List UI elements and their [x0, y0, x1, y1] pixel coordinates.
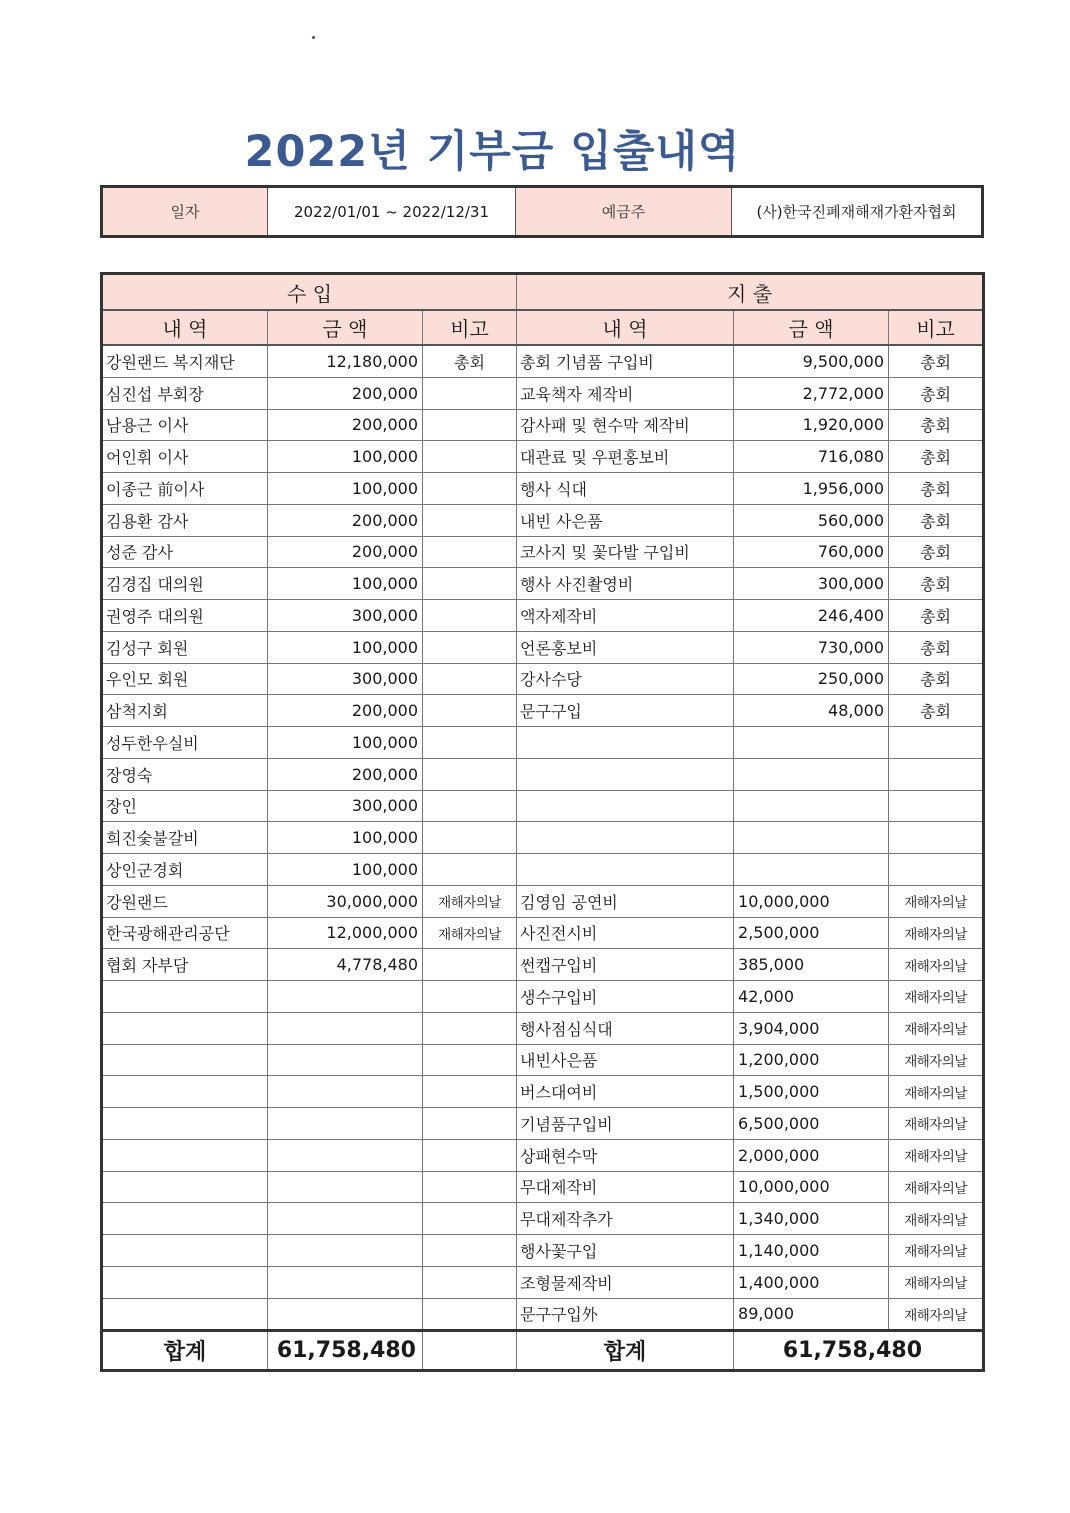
- income-amount: 30,000,000: [268, 885, 423, 917]
- expense-note: [889, 822, 984, 854]
- income-total: 61,758,480: [268, 1331, 423, 1371]
- income-amount: [268, 1044, 423, 1076]
- table-row: [102, 473, 984, 505]
- expense-item: [517, 854, 734, 886]
- income-total-label: 합계: [102, 1331, 268, 1371]
- income-item: [102, 1298, 268, 1331]
- income-amount: 4,778,480: [268, 949, 423, 981]
- expense-amount: 300,000: [734, 568, 889, 600]
- scan-dot: [312, 36, 315, 39]
- income-note: [423, 790, 517, 822]
- table-row: [102, 345, 984, 377]
- expense-note-header: 비고: [889, 310, 984, 345]
- expense-amount: 2,772,000: [734, 377, 889, 409]
- income-item: 삼척지회: [102, 695, 268, 727]
- income-item: 권영주 대의원: [102, 600, 268, 632]
- income-amount: [268, 1203, 423, 1235]
- expense-item: 내빈 사은품: [517, 504, 734, 536]
- date-value: 2022/01/01 ~ 2022/12/31: [268, 187, 516, 237]
- expense-amount: 1,400,000: [734, 1266, 889, 1298]
- table-row: [102, 568, 984, 600]
- income-amount: [268, 1298, 423, 1331]
- income-amount: [268, 1076, 423, 1108]
- income-note: [423, 1266, 517, 1298]
- income-amount: [268, 981, 423, 1013]
- table-row: [102, 441, 984, 473]
- expense-note: 재해자의날: [889, 1012, 984, 1044]
- income-amount: 100,000: [268, 822, 423, 854]
- income-note: [423, 536, 517, 568]
- table-row: [102, 1139, 984, 1171]
- income-amount: 200,000: [268, 758, 423, 790]
- expense-item: [517, 822, 734, 854]
- table-row: [102, 631, 984, 663]
- expense-amount: 1,200,000: [734, 1044, 889, 1076]
- expense-note: 총회: [889, 504, 984, 536]
- table-row: [102, 822, 984, 854]
- expense-amount: 760,000: [734, 536, 889, 568]
- expense-item: 무대제작비: [517, 1171, 734, 1203]
- table-row: [102, 790, 984, 822]
- income-note: [423, 1108, 517, 1140]
- table-row: [102, 1298, 984, 1331]
- expense-amount: 1,956,000: [734, 473, 889, 505]
- expense-note: 재해자의날: [889, 1139, 984, 1171]
- table-row: [102, 727, 984, 759]
- holder-value: (사)한국진폐재해재가환자협회: [732, 187, 983, 237]
- expense-header: 지 출: [517, 274, 984, 311]
- income-note: [423, 441, 517, 473]
- expense-note: 총회: [889, 345, 984, 377]
- income-item: [102, 1044, 268, 1076]
- income-item: [102, 981, 268, 1013]
- expense-amount: 89,000: [734, 1298, 889, 1331]
- section-header-row: [102, 274, 984, 311]
- info-table: [100, 185, 984, 238]
- expense-item: 행사 사진촬영비: [517, 568, 734, 600]
- table-row: [102, 1171, 984, 1203]
- income-item: 상인군경회: [102, 854, 268, 886]
- expense-note: 총회: [889, 536, 984, 568]
- income-note: [423, 1298, 517, 1331]
- income-item: [102, 1076, 268, 1108]
- income-note: [423, 854, 517, 886]
- expense-item: 기념품구입비: [517, 1108, 734, 1140]
- income-amount: 200,000: [268, 377, 423, 409]
- expense-note: 총회: [889, 695, 984, 727]
- expense-amount: [734, 790, 889, 822]
- expense-note: 총회: [889, 600, 984, 632]
- income-amount: 300,000: [268, 600, 423, 632]
- table-row: [102, 663, 984, 695]
- income-note: [423, 1139, 517, 1171]
- expense-note: 총회: [889, 568, 984, 600]
- income-note: [423, 600, 517, 632]
- expense-note: 총회: [889, 631, 984, 663]
- expense-item: 강사수당: [517, 663, 734, 695]
- expense-item: 조형물제작비: [517, 1266, 734, 1298]
- expense-amount: [734, 758, 889, 790]
- income-note: [423, 822, 517, 854]
- page-title: 2022년 기부금 입출내역: [244, 127, 741, 177]
- income-item: 협회 자부담: [102, 949, 268, 981]
- income-item: 장인: [102, 790, 268, 822]
- expense-item: 코사지 및 꽃다발 구입비: [517, 536, 734, 568]
- income-amount: 12,000,000: [268, 917, 423, 949]
- expense-amount: 6,500,000: [734, 1108, 889, 1140]
- expense-note: 재해자의날: [889, 1044, 984, 1076]
- income-item: 성준 감사: [102, 536, 268, 568]
- expense-amount: 48,000: [734, 695, 889, 727]
- expense-amount: 10,000,000: [734, 885, 889, 917]
- income-amount: 200,000: [268, 409, 423, 441]
- income-item: 장영숙: [102, 758, 268, 790]
- table-row: [102, 1266, 984, 1298]
- expense-amount: 9,500,000: [734, 345, 889, 377]
- expense-item: 썬캡구입비: [517, 949, 734, 981]
- table-row: [102, 758, 984, 790]
- income-amount: 100,000: [268, 854, 423, 886]
- income-item: [102, 1266, 268, 1298]
- income-amount: [268, 1139, 423, 1171]
- income-note: [423, 695, 517, 727]
- table-row: [102, 600, 984, 632]
- table-row: [102, 1235, 984, 1267]
- table-row: [102, 536, 984, 568]
- expense-note: 재해자의날: [889, 1076, 984, 1108]
- income-note: [423, 631, 517, 663]
- income-note: [423, 1012, 517, 1044]
- expense-amount: 1,340,000: [734, 1203, 889, 1235]
- expense-amount: 42,000: [734, 981, 889, 1013]
- expense-note: 재해자의날: [889, 1298, 984, 1331]
- expense-item: 버스대여비: [517, 1076, 734, 1108]
- expense-amount: [734, 854, 889, 886]
- expense-item: 총회 기념품 구입비: [517, 345, 734, 377]
- table-row: [102, 1076, 984, 1108]
- income-header: 수 입: [102, 274, 517, 311]
- income-item: [102, 1139, 268, 1171]
- expense-item: 대관료 및 우편홍보비: [517, 441, 734, 473]
- table-row: [102, 695, 984, 727]
- income-note: [423, 377, 517, 409]
- info-row: [102, 187, 983, 237]
- table-row: [102, 1108, 984, 1140]
- expense-item: 사진전시비: [517, 917, 734, 949]
- income-note: [423, 663, 517, 695]
- income-item: 어인휘 이사: [102, 441, 268, 473]
- expense-item: 문구구입外: [517, 1298, 734, 1331]
- expense-note: [889, 727, 984, 759]
- expense-note: 재해자의날: [889, 1203, 984, 1235]
- income-total-blank: [423, 1331, 517, 1371]
- income-item: 성두한우실비: [102, 727, 268, 759]
- table-row: [102, 1012, 984, 1044]
- income-note: [423, 1171, 517, 1203]
- expense-note: 재해자의날: [889, 1171, 984, 1203]
- income-item: 심진섭 부회장: [102, 377, 268, 409]
- expense-note: 총회: [889, 377, 984, 409]
- expense-note: 재해자의날: [889, 1235, 984, 1267]
- expense-item: 교육책자 제작비: [517, 377, 734, 409]
- table-row: [102, 377, 984, 409]
- expense-amount: 1,920,000: [734, 409, 889, 441]
- income-note: [423, 1076, 517, 1108]
- table-row: [102, 504, 984, 536]
- expense-note: 재해자의날: [889, 1266, 984, 1298]
- income-amount: 300,000: [268, 663, 423, 695]
- income-item: [102, 1108, 268, 1140]
- expense-item: 내빈사은품: [517, 1044, 734, 1076]
- income-note: [423, 409, 517, 441]
- income-amount: 100,000: [268, 441, 423, 473]
- table-row: [102, 409, 984, 441]
- income-note: [423, 981, 517, 1013]
- income-amount-header: 금 액: [268, 310, 423, 345]
- table-row: [102, 981, 984, 1013]
- expense-item: 무대제작추가: [517, 1203, 734, 1235]
- income-note: [423, 727, 517, 759]
- income-item: 이종근 前이사: [102, 473, 268, 505]
- income-note: 재해자의날: [423, 917, 517, 949]
- expense-amount: 385,000: [734, 949, 889, 981]
- income-note-header: 비고: [423, 310, 517, 345]
- expense-amount: [734, 822, 889, 854]
- income-item: 김경집 대의원: [102, 568, 268, 600]
- expense-item-header: 내 역: [517, 310, 734, 345]
- income-item: 남용근 이사: [102, 409, 268, 441]
- expense-item: [517, 790, 734, 822]
- expense-item: 상패현수막: [517, 1139, 734, 1171]
- income-item: 김용환 감사: [102, 504, 268, 536]
- expense-amount: 730,000: [734, 631, 889, 663]
- income-item: 강원랜드 복지재단: [102, 345, 268, 377]
- income-amount: [268, 1012, 423, 1044]
- expense-item: 행사꽃구입: [517, 1235, 734, 1267]
- expense-item: 행사 식대: [517, 473, 734, 505]
- income-item: 우인모 회원: [102, 663, 268, 695]
- total-row: [102, 1331, 984, 1371]
- table-row: [102, 1203, 984, 1235]
- expense-item: 행사점심식대: [517, 1012, 734, 1044]
- income-item-header: 내 역: [102, 310, 268, 345]
- expense-note: 총회: [889, 409, 984, 441]
- expense-note: 재해자의날: [889, 949, 984, 981]
- expense-item: [517, 758, 734, 790]
- expense-item: 감사패 및 현수막 제작비: [517, 409, 734, 441]
- expense-amount: [734, 727, 889, 759]
- holder-label: 예금주: [516, 187, 732, 237]
- column-header-row: [102, 310, 984, 345]
- income-amount: 200,000: [268, 695, 423, 727]
- expense-note: 총회: [889, 441, 984, 473]
- income-amount: 200,000: [268, 504, 423, 536]
- expense-amount-header: 금 액: [734, 310, 889, 345]
- expense-amount: 1,140,000: [734, 1235, 889, 1267]
- expense-item: 김영임 공연비: [517, 885, 734, 917]
- income-amount: [268, 1266, 423, 1298]
- expense-amount: 1,500,000: [734, 1076, 889, 1108]
- income-note: [423, 949, 517, 981]
- expense-note: [889, 758, 984, 790]
- income-amount: 300,000: [268, 790, 423, 822]
- income-amount: [268, 1235, 423, 1267]
- expense-item: 언론홍보비: [517, 631, 734, 663]
- income-note: [423, 1203, 517, 1235]
- expense-amount: 3,904,000: [734, 1012, 889, 1044]
- income-item: 한국광해관리공단: [102, 917, 268, 949]
- expense-item: 문구구입: [517, 695, 734, 727]
- expense-amount: 10,000,000: [734, 1171, 889, 1203]
- income-amount: 200,000: [268, 536, 423, 568]
- expense-amount: 250,000: [734, 663, 889, 695]
- expense-note: 재해자의날: [889, 1108, 984, 1140]
- income-amount: [268, 1108, 423, 1140]
- income-item: 김성구 회원: [102, 631, 268, 663]
- expense-item: 생수구입비: [517, 981, 734, 1013]
- expense-note: 총회: [889, 663, 984, 695]
- expense-amount: 246,400: [734, 600, 889, 632]
- table-row: [102, 854, 984, 886]
- table-row: [102, 917, 984, 949]
- income-amount: [268, 1171, 423, 1203]
- expense-note: 재해자의날: [889, 917, 984, 949]
- table-row: [102, 885, 984, 917]
- date-label: 일자: [102, 187, 268, 237]
- expense-note: [889, 790, 984, 822]
- income-amount: 100,000: [268, 568, 423, 600]
- expense-total: 61,758,480: [734, 1331, 984, 1371]
- table-row: [102, 949, 984, 981]
- expense-amount: 560,000: [734, 504, 889, 536]
- income-item: 강원랜드: [102, 885, 268, 917]
- expense-total-label: 합계: [517, 1331, 734, 1371]
- expense-amount: 2,000,000: [734, 1139, 889, 1171]
- income-amount: 100,000: [268, 473, 423, 505]
- income-item: [102, 1012, 268, 1044]
- income-note: [423, 504, 517, 536]
- income-amount: 100,000: [268, 631, 423, 663]
- income-amount: 12,180,000: [268, 345, 423, 377]
- income-note: [423, 758, 517, 790]
- income-item: [102, 1171, 268, 1203]
- expense-note: 재해자의날: [889, 885, 984, 917]
- income-amount: 100,000: [268, 727, 423, 759]
- expense-note: [889, 854, 984, 886]
- income-note: [423, 1044, 517, 1076]
- expense-amount: 2,500,000: [734, 917, 889, 949]
- income-item: [102, 1203, 268, 1235]
- expense-item: 액자제작비: [517, 600, 734, 632]
- income-note: 재해자의날: [423, 885, 517, 917]
- income-note: [423, 568, 517, 600]
- ledger-table: [100, 272, 985, 1372]
- income-item: [102, 1235, 268, 1267]
- income-note: [423, 1235, 517, 1267]
- income-note: 총회: [423, 345, 517, 377]
- expense-note: 재해자의날: [889, 981, 984, 1013]
- expense-amount: 716,080: [734, 441, 889, 473]
- income-note: [423, 473, 517, 505]
- expense-item: [517, 727, 734, 759]
- expense-note: 총회: [889, 473, 984, 505]
- income-item: 희진숯불갈비: [102, 822, 268, 854]
- table-row: [102, 1044, 984, 1076]
